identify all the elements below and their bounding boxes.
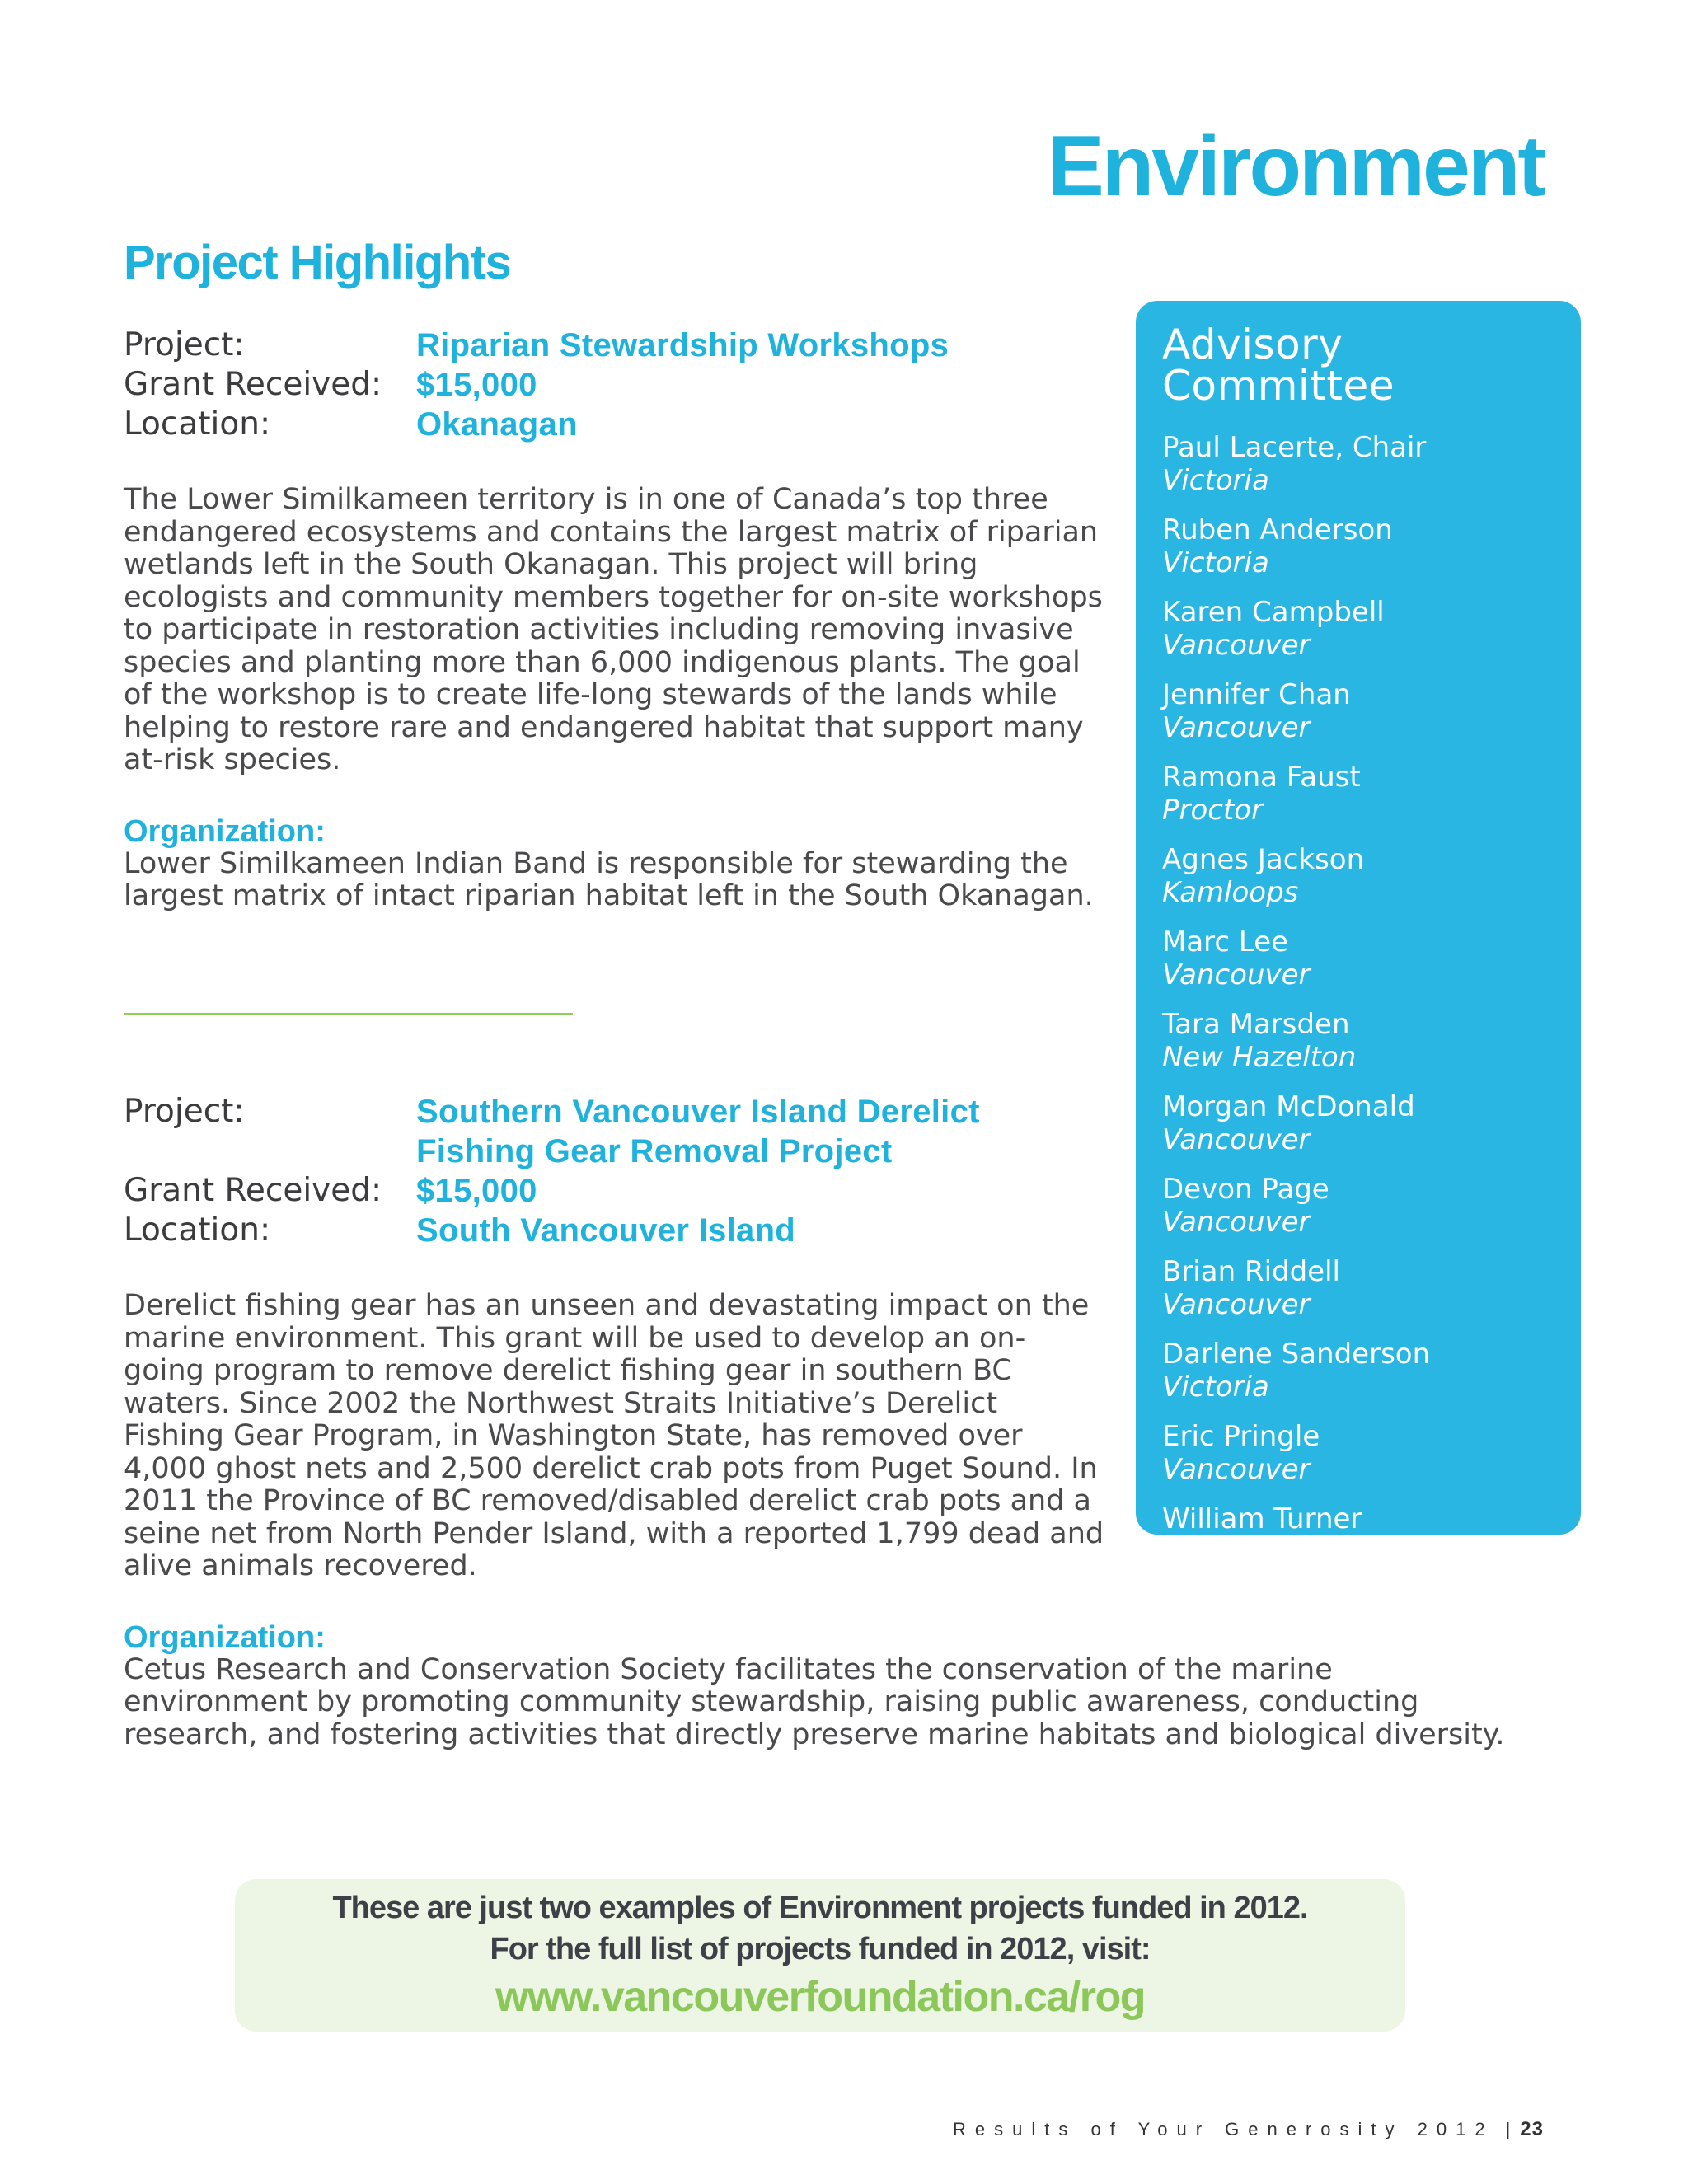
committee-member xyxy=(1162,1420,1581,1486)
member-name: Morgan McDonald xyxy=(1162,1090,1415,1123)
member-name: Brian Riddell xyxy=(1162,1255,1340,1288)
member-location: Kamloops xyxy=(1162,876,1299,909)
page-title: Environment xyxy=(1047,119,1544,214)
location-label: Location: xyxy=(124,405,271,443)
committee-member xyxy=(1162,513,1581,579)
member-location: Proctor xyxy=(1162,794,1264,827)
member-name: Agnes Jackson xyxy=(1162,843,1365,876)
project-name: Riparian Stewardship Workshops xyxy=(416,327,950,363)
project-label: Project: xyxy=(124,1093,245,1130)
project-name-line: Fishing Gear Removal Project xyxy=(416,1133,893,1169)
location-label: Location: xyxy=(124,1212,271,1249)
section-title: Project Highlights xyxy=(124,236,511,289)
organization-label: Organization: xyxy=(124,813,326,849)
committee-member xyxy=(1162,596,1581,662)
member-name: Darlene Sanderson xyxy=(1162,1338,1431,1371)
organization-text: Cetus Research and Conservation Society facilitates the conservation of the marine environment by promoting community stewardship, raising public awareness, conducting research, and fostering activities that directly preserve marine habitats and biological diversity. xyxy=(124,1652,1505,1751)
member-name: Jennifer Chan xyxy=(1162,678,1351,711)
project-description: The Lower Similkameen territory is in one of Canada’s top three endangered ecosystems and contains the largest matrix of riparian wetlands left in the South Okanagan. This project will bring ecologists and community members together for on-site workshops to participate in restoration activities including removing invasive species and planting more than 6,000 indigenous plants. The goal of the workshop is to create life-long stewards of the lands while helping to restore rare and endangered habitat that support many at-risk species. xyxy=(124,483,1103,776)
member-location: Vancouver xyxy=(1162,1453,1311,1486)
project-name-line: Southern Vancouver Island Derelict xyxy=(416,1094,980,1130)
page-footer xyxy=(953,2118,1544,2141)
project-name xyxy=(416,1092,980,1171)
location-value: Okanagan xyxy=(416,406,578,443)
grant-row xyxy=(124,1171,1104,1211)
project-riparian xyxy=(124,326,1104,913)
member-name: Devon Page xyxy=(1162,1173,1329,1206)
member-name: Ramona Faust xyxy=(1162,761,1361,794)
member-location: Victoria xyxy=(1162,1535,1269,1568)
location-row xyxy=(124,405,1104,444)
member-location: Vancouver xyxy=(1162,1123,1311,1156)
grant-row xyxy=(124,365,1104,405)
member-location: Victoria xyxy=(1162,464,1269,497)
member-location: Vancouver xyxy=(1162,711,1311,744)
callout-url-link[interactable]: www.vancouverfoundation.ca/rog xyxy=(495,1973,1146,2021)
member-name: Marc Lee xyxy=(1162,926,1289,958)
project-name-row xyxy=(124,1092,1104,1171)
organization-text: Lower Similkameen Indian Band is responsible for stewarding the largest matrix of intact riparian habitat left in the South Okanagan. xyxy=(124,846,1094,912)
footer-publication-title: Results of Your Generosity 2012 xyxy=(953,2119,1494,2139)
more-projects-callout xyxy=(235,1879,1405,2032)
project-description: Derelict fishing gear has an unseen and devastating impact on the marine environment. This grant will be used to develop an on-going program to remove derelict fishing gear in southern BC waters. Since 2002 the Northwest Straits Initiative’s Derelict Fishing Gear Program, in Washington State, has removed over 4,000 ghost nets and 2,500 derelict crab pots from Puget Sound. In 2011 the Province of BC removed/disabled derelict crab pots and a seine net from North Pender Island, with a reported 1,799 dead and alive animals recovered. xyxy=(124,1289,1104,1582)
project-label: Project: xyxy=(124,326,245,363)
member-location: Vancouver xyxy=(1162,629,1311,662)
member-location: Victoria xyxy=(1162,546,1269,579)
committee-member xyxy=(1162,1173,1581,1239)
committee-member xyxy=(1162,761,1581,827)
member-location: Victoria xyxy=(1162,1371,1269,1404)
grant-label: Grant Received: xyxy=(124,1172,382,1209)
organization-label: Organization: xyxy=(124,1619,326,1655)
grant-label: Grant Received: xyxy=(124,366,382,403)
committee-member xyxy=(1162,1502,1581,1568)
committee-member xyxy=(1162,843,1581,909)
member-location: Vancouver xyxy=(1162,1206,1311,1239)
member-name: Paul Lacerte, Chair xyxy=(1162,431,1427,464)
member-location: Vancouver xyxy=(1162,1288,1311,1321)
project-name-row xyxy=(124,326,1104,365)
committee-member xyxy=(1162,678,1581,744)
callout-line-2: For the full list of projects funded in 2012, visit: xyxy=(490,1932,1151,1966)
committee-member xyxy=(1162,926,1581,991)
member-name: Karen Campbell xyxy=(1162,596,1385,629)
footer-separator: | xyxy=(1505,2119,1511,2139)
advisory-committee-panel xyxy=(1136,301,1581,1568)
committee-member xyxy=(1162,1255,1581,1321)
committee-member xyxy=(1162,431,1581,497)
grant-amount: $15,000 xyxy=(416,367,537,403)
committee-member xyxy=(1162,1338,1581,1404)
location-row xyxy=(124,1211,1104,1250)
member-name: Eric Pringle xyxy=(1162,1420,1320,1453)
member-location: Vancouver xyxy=(1162,958,1311,991)
section-divider xyxy=(124,1013,573,1015)
committee-member xyxy=(1162,1008,1581,1074)
page-number: 23 xyxy=(1520,2118,1544,2140)
member-name: William Turner xyxy=(1162,1502,1362,1535)
advisory-committee-title: Advisory Committee xyxy=(1162,321,1395,410)
member-name: Tara Marsden xyxy=(1162,1008,1350,1041)
location-value: South Vancouver Island xyxy=(416,1212,796,1249)
committee-member xyxy=(1162,1090,1581,1156)
member-name: Ruben Anderson xyxy=(1162,513,1393,546)
member-location: New Hazelton xyxy=(1162,1041,1357,1074)
grant-amount: $15,000 xyxy=(416,1173,537,1209)
callout-line-1: These are just two examples of Environment projects funded in 2012. xyxy=(332,1891,1308,1925)
